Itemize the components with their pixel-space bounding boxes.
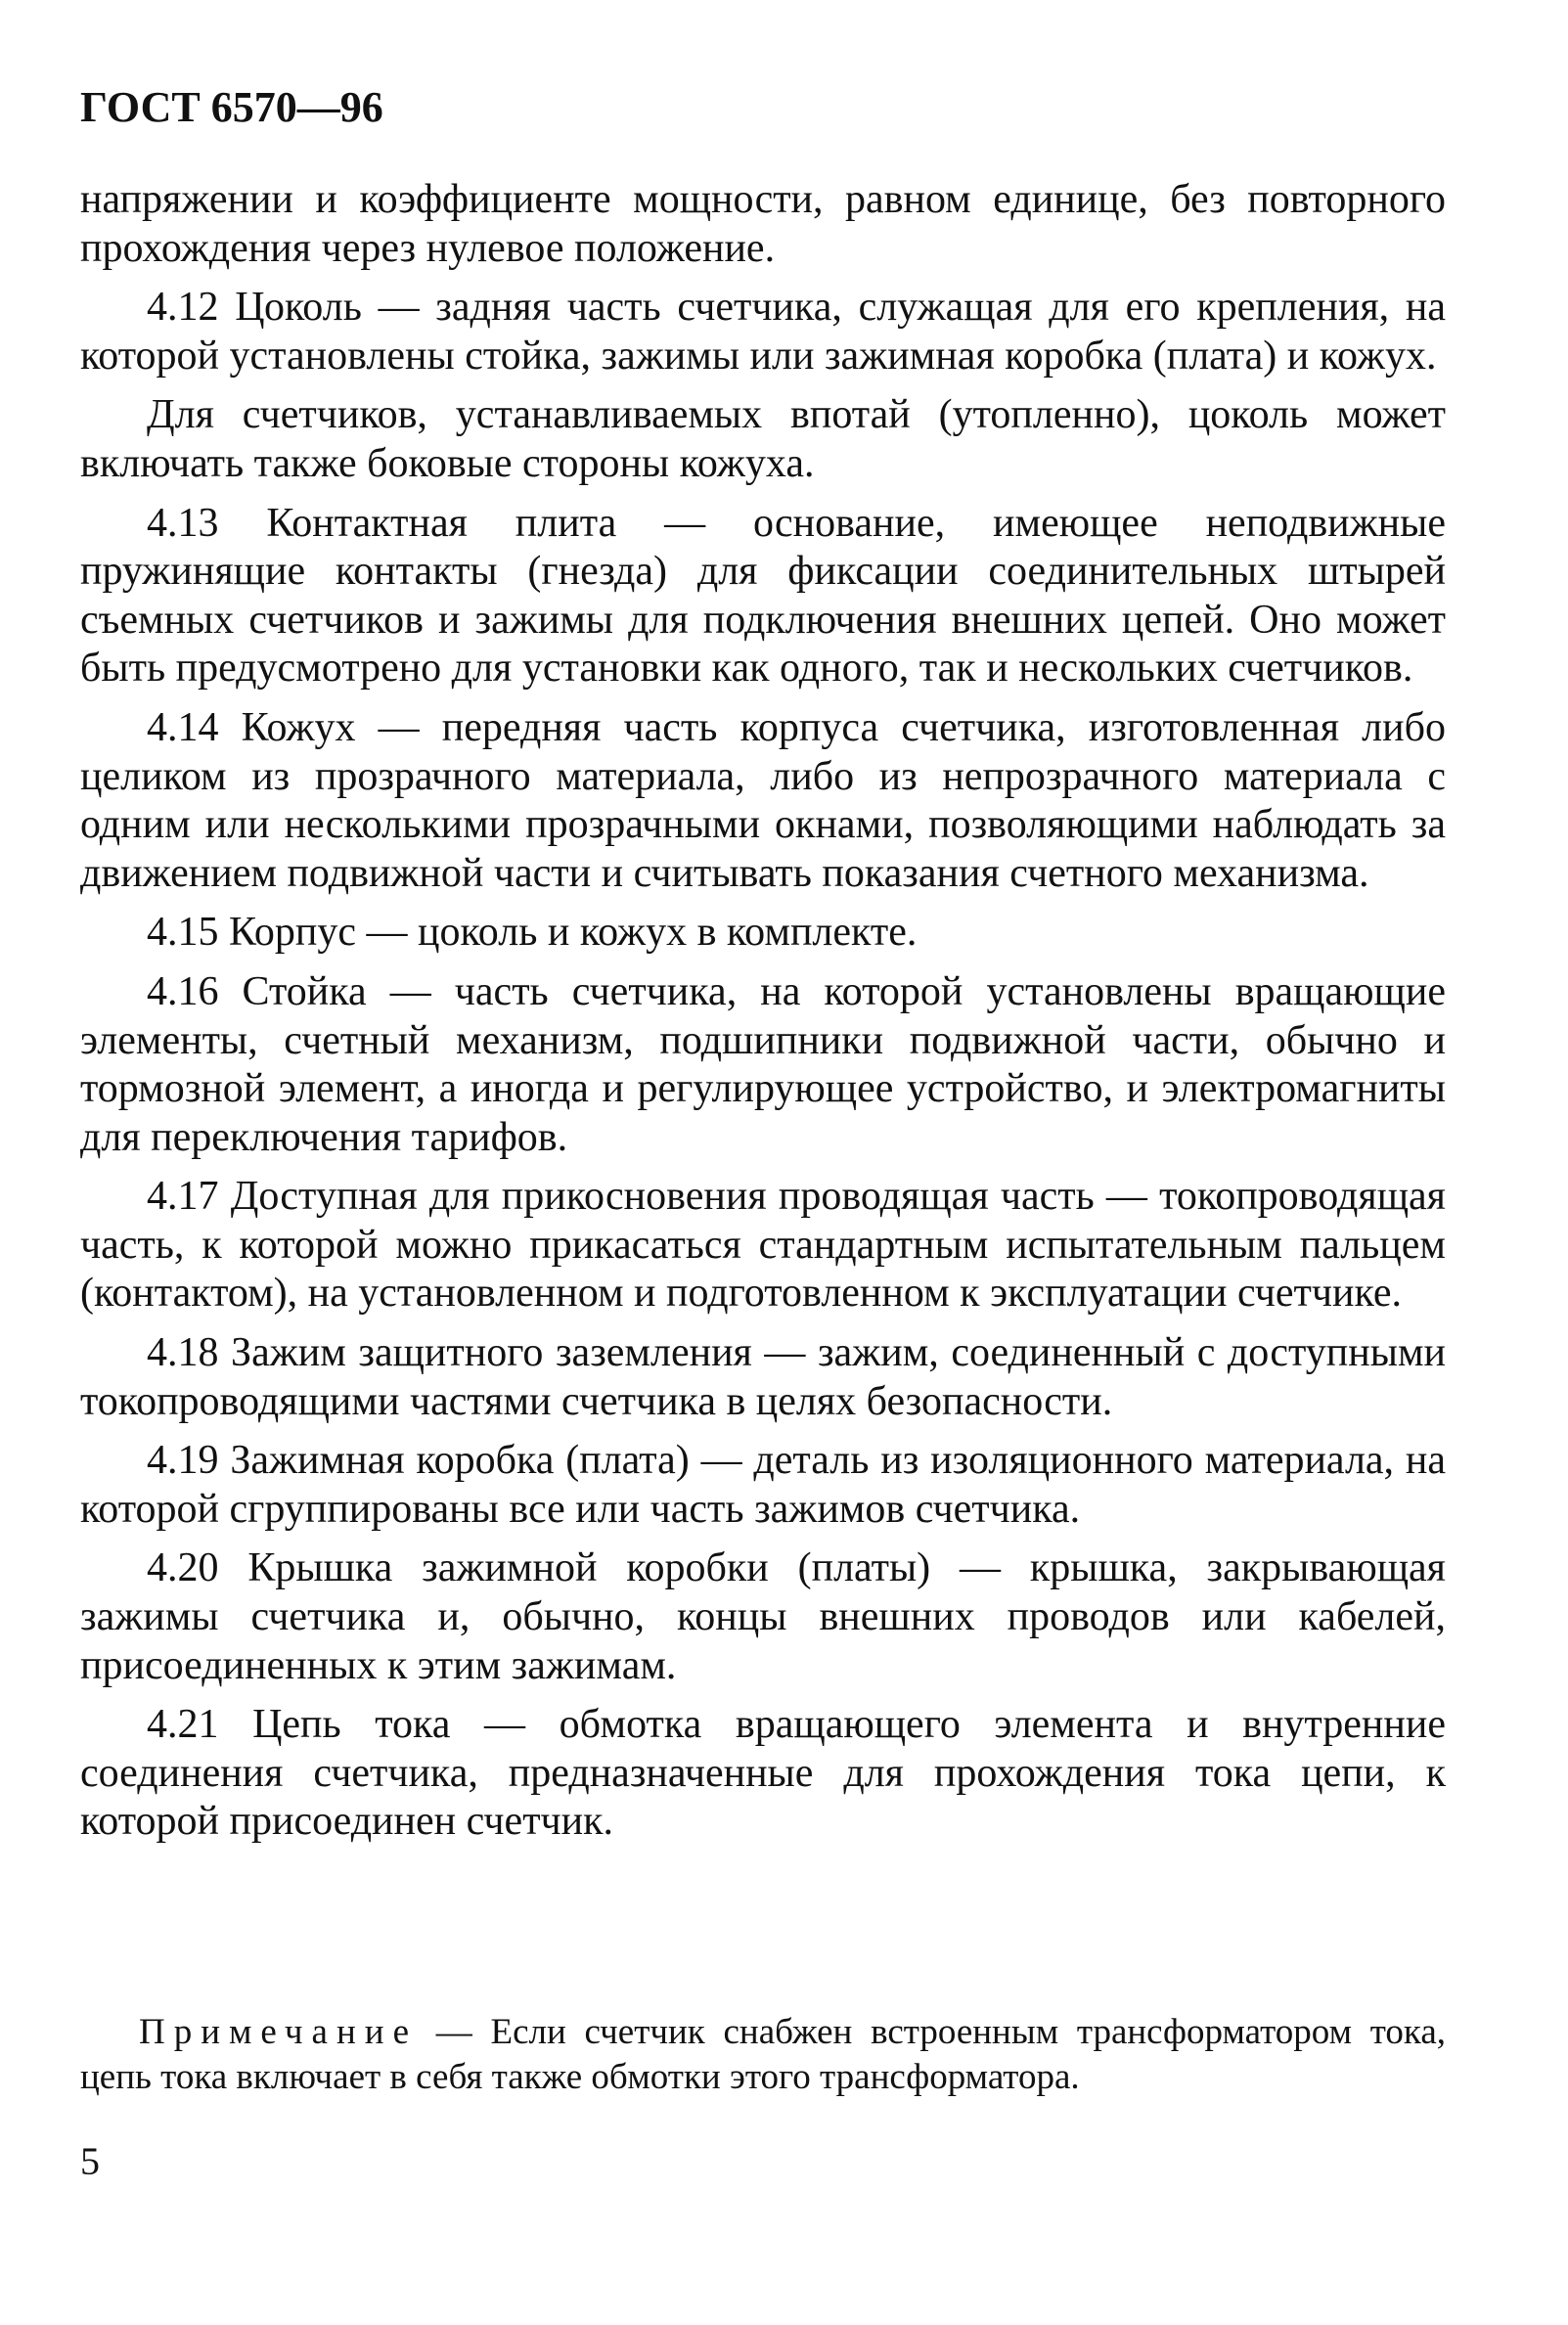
- paragraph-4-14: 4.14 Кожух — передняя часть корпуса счетчика, изготовленная либо целиком из прозрачного материала, либо из непрозрачного материала с одним или несколькими прозрачными окнами, позволяющими наблюдать за движением подвижной части и считывать показания счетного механизма.: [80, 704, 1446, 896]
- paragraph-4-20: 4.20 Крышка зажимной коробки (платы) — крышка, закрывающая зажимы счетчика и, обычно, концы внешних проводов или кабелей, присоединенных к этим зажимам.: [80, 1545, 1446, 1688]
- paragraph-4-18: 4.18 Зажим защитного заземления — зажим, соединенный с доступными токопроводящими частями счетчика в целях безопасности.: [80, 1330, 1446, 1424]
- paragraph-4-12-note: Для счетчиков, устанавливаемых впотай (утопленно), цоколь может включать также боковые стороны кожуха.: [80, 392, 1446, 486]
- note-block: [80, 2010, 1446, 2100]
- paragraph-4-21: 4.21 Цепь тока — обмотка вращающего элемента и внутренние соединения счетчика, предназначенные для прохождения тока цепи, к которой присоединен счетчик.: [80, 1702, 1446, 1845]
- paragraph-4-13: 4.13 Контактная плита — основание, имеющее неподвижные пружинящие контакты (гнезда) для фиксации соединительных штырей съемных счетчиков и зажимы для подключения внешних цепей. Оно может быть предусмотрено для установки как одного, так и нескольких счетчиков.: [80, 500, 1446, 692]
- paragraph-4-17: 4.17 Доступная для прикосновения проводящая часть — токопроводящая часть, к которой можно прикасаться стандартным испытательным пальцем (контактом), на установленном и подготовленном к эксплуатации счетчике.: [80, 1174, 1446, 1317]
- page-number: 5: [80, 2139, 100, 2183]
- paragraph-continuation: напряжении и коэффициенте мощности, равном единице, без повторного прохождения через нулевое положение.: [80, 177, 1446, 271]
- note-label: Примечание: [139, 2012, 418, 2052]
- body-text: [80, 176, 1446, 1847]
- paragraph-4-19: 4.19 Зажимная коробка (плата) — деталь из изоляционного материала, на которой сгруппированы все или часть зажимов счетчика.: [80, 1438, 1446, 1532]
- paragraph-4-15: 4.15 Корпус — цоколь и кожух в комплекте.: [147, 910, 918, 956]
- standard-header: ГОСТ 6570—96: [80, 83, 383, 131]
- note-text: — Если счетчик снабжен встроенным трансформатором тока, цепь тока включает в себя также обмотки этого трансформатора.: [80, 2012, 1446, 2097]
- paragraph-4-16: 4.16 Стойка — часть счетчика, на которой установлены вращающие элементы, счетный механизм, подшипники подвижной части, обычно и тормозной элемент, а иногда и регулирующее устройство, и электромагниты для переключения тарифов.: [80, 968, 1446, 1160]
- paragraph-4-12: 4.12 Цоколь — задняя часть счетчика, служащая для его крепления, на которой установлены стойка, зажимы или зажимная коробка (плата) и кожух.: [80, 285, 1446, 379]
